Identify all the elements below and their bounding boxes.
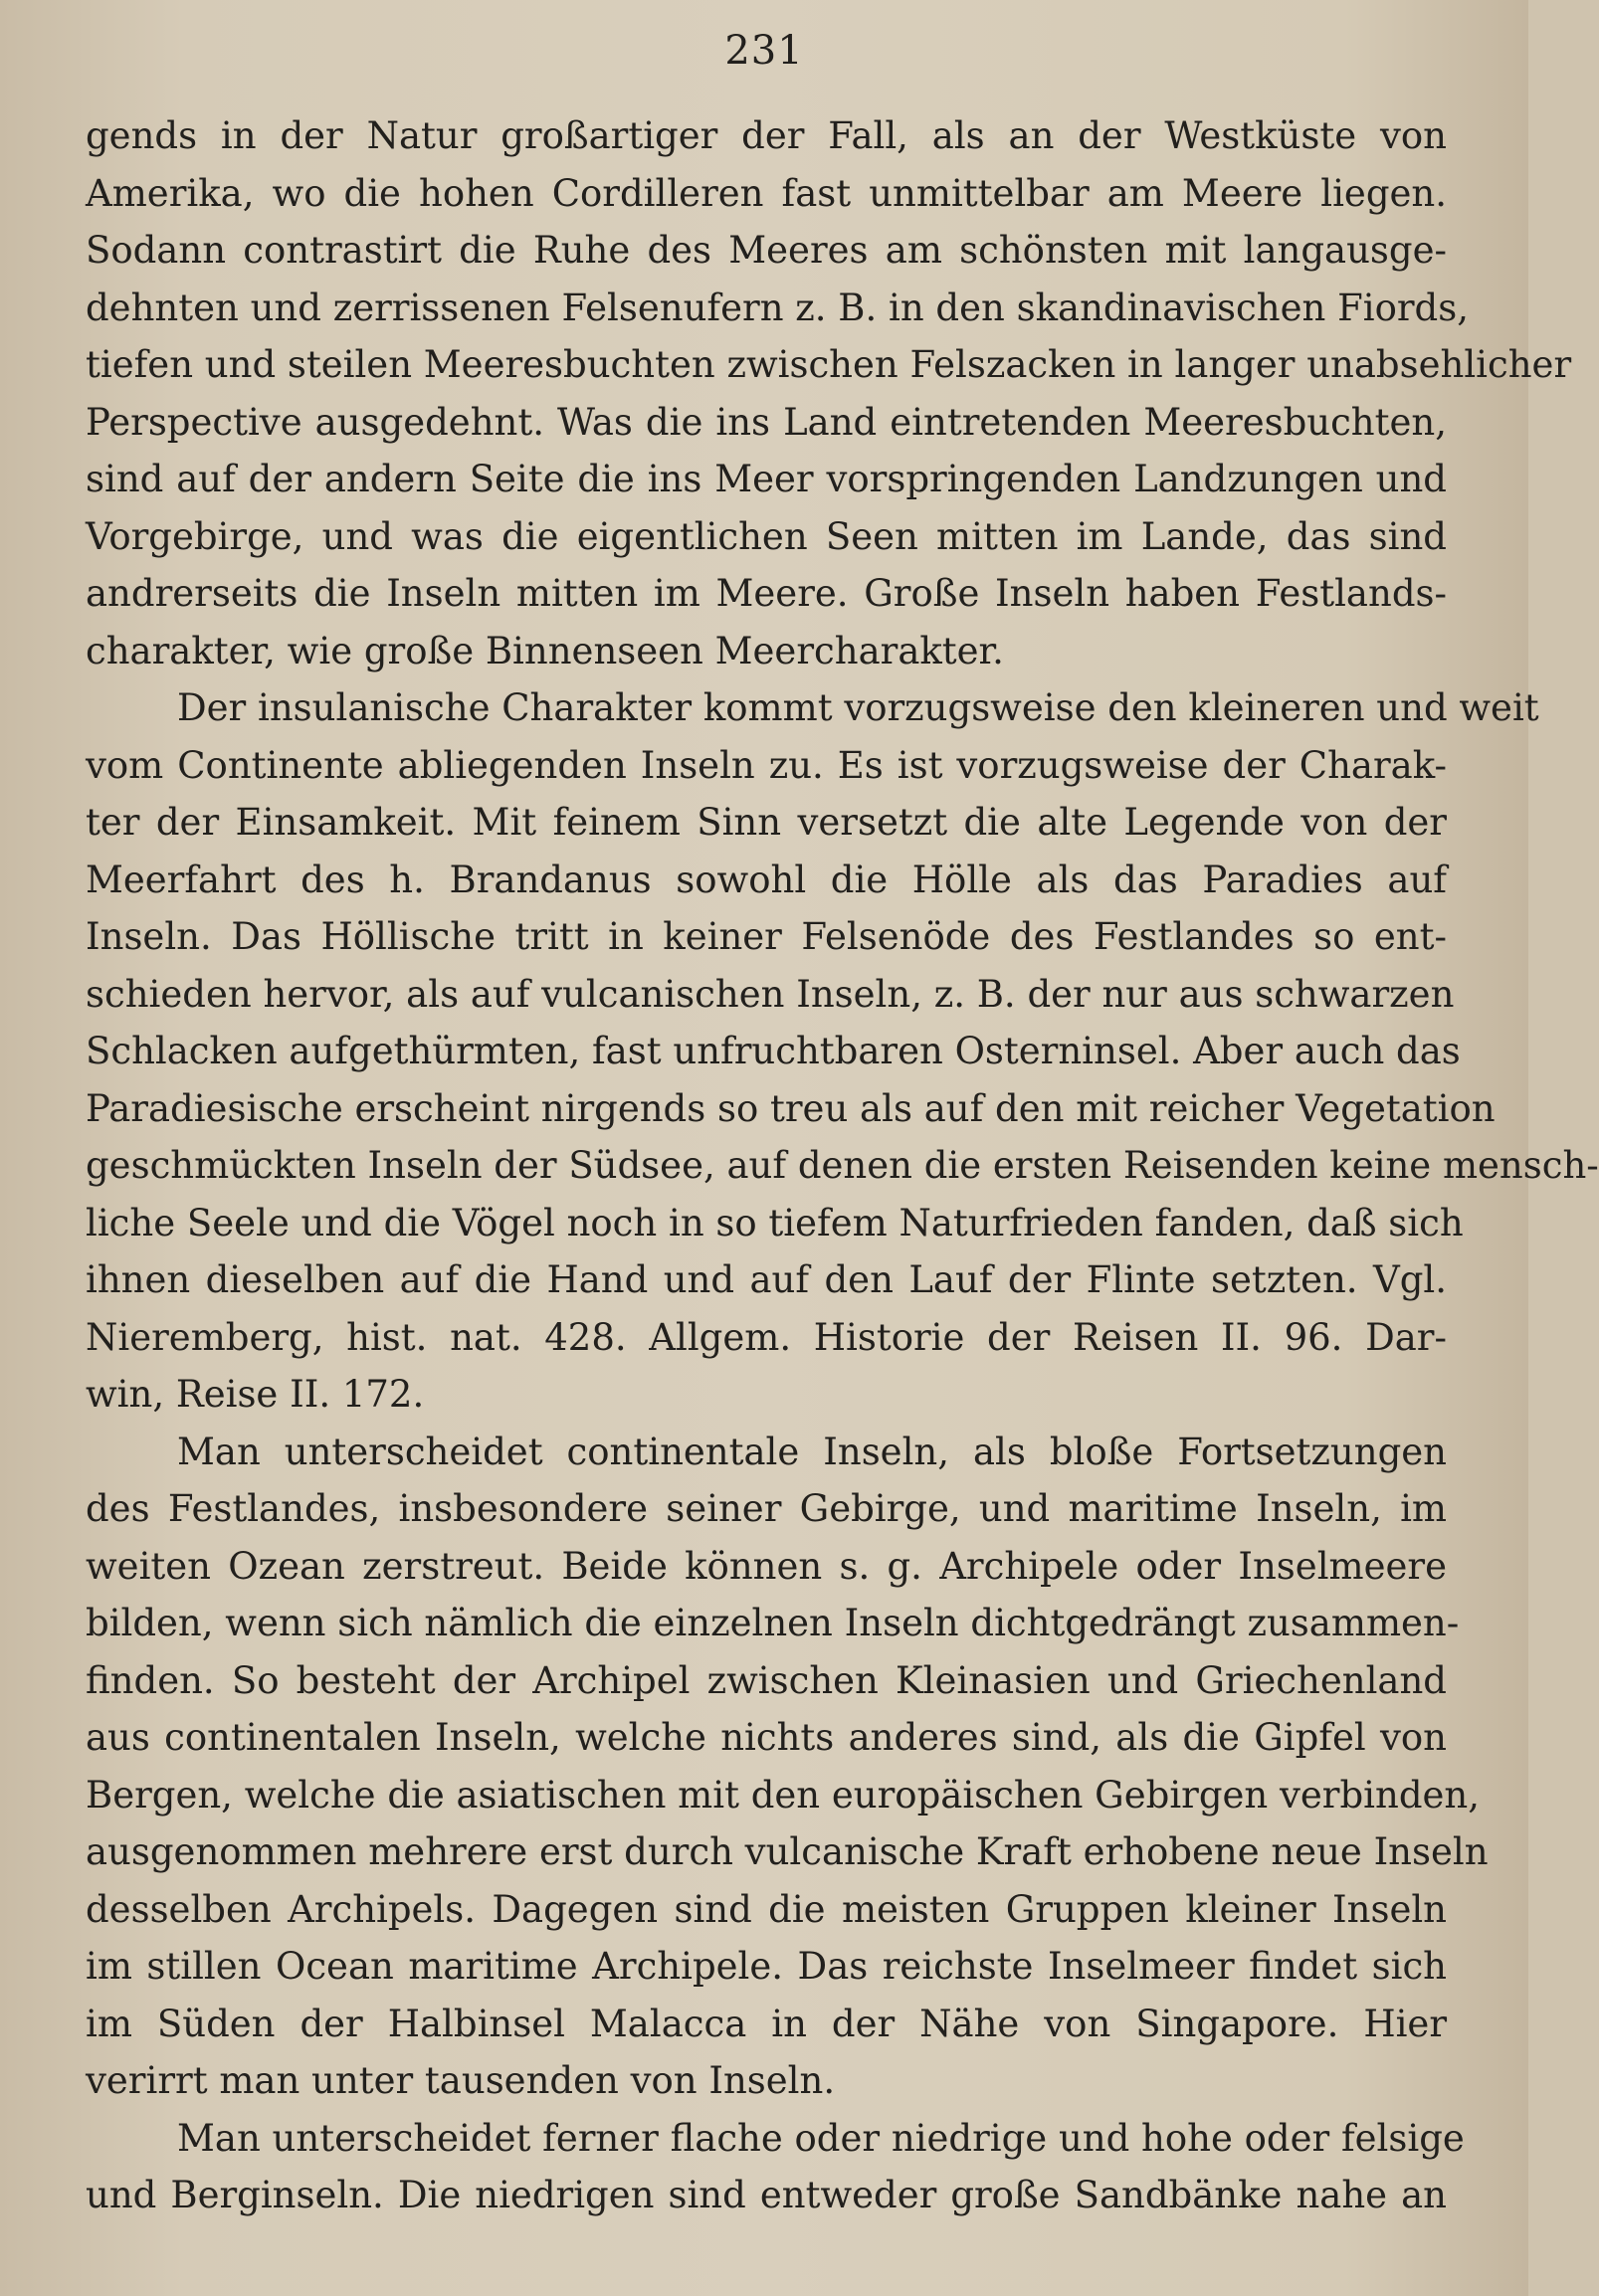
text-line: Man unterscheidet ferner flache oder niedrige und hohe oder felsige xyxy=(177,2116,1465,2160)
text-line: Inseln. Das Höllische tritt in keiner Felsenöde des Festlandes so ent- xyxy=(86,915,1447,958)
text-line: ihnen dieselben auf die Hand und auf den Lauf der Flinte setzten. Vgl. xyxy=(86,1258,1447,1301)
text-line: desselben Archipels. Dagegen sind die meisten Gruppen kleiner Inseln xyxy=(86,1887,1447,1931)
text-line: win, Reise II. 172. xyxy=(86,1373,425,1416)
text-line: ausgenommen mehrere erst durch vulcanische Kraft erhobene neue Inseln xyxy=(86,1830,1489,1873)
text-line: andrerseits die Inseln mitten im Meere. Große Inseln haben Festlands- xyxy=(86,572,1447,615)
text-line: ter der Einsamkeit. Mit feinem Sinn versetzt die alte Legende von der xyxy=(86,801,1447,844)
text-line: Sodann contrastirt die Ruhe des Meeres am schönsten mit langausge- xyxy=(86,229,1447,272)
text-line: Vorgebirge, und was die eigentlichen Seen mitten im Lande, das sind xyxy=(86,514,1447,558)
text-line: Schlacken aufgethürmten, fast unfruchtbaren Osterninsel. Aber auch das xyxy=(86,1030,1461,1072)
text-line: dehnten und zerrissenen Felsenufern z. B. in den skandinavischen Fiords, xyxy=(86,286,1469,329)
page-number: 231 xyxy=(724,28,804,74)
text-line: vom Continente abliegenden Inseln zu. Es ist vorzugsweise der Charak- xyxy=(86,743,1447,787)
text-line: finden. So besteht der Archipel zwischen Kleinasien und Griechenland xyxy=(86,1658,1447,1702)
text-line: schieden hervor, als auf vulcanischen Inseln, z. B. der nur aus schwarzen xyxy=(86,972,1455,1016)
text-line: Amerika, wo die hohen Cordilleren fast unmittelbar am Meere liegen. xyxy=(86,171,1447,215)
text-line: aus continentalen Inseln, welche nichts anderes sind, als die Gipfel von xyxy=(86,1716,1447,1759)
text-line: Bergen, welche die asiatischen mit den europäischen Gebirgen verbinden, xyxy=(86,1773,1481,1817)
text-line: Nieremberg, hist. nat. 428. Allgem. Historie der Reisen II. 96. Dar- xyxy=(86,1315,1447,1359)
text-line: Man unterscheidet continentale Inseln, als bloße Fortsetzungen xyxy=(177,1430,1447,1473)
text-line: im Süden der Halbinsel Malacca in der Nähe von Singapore. Hier xyxy=(86,2002,1447,2045)
text-line: Perspective ausgedehnt. Was die ins Land eintretenden Meeresbuchten, xyxy=(86,400,1447,444)
text-line: bilden, wenn sich nämlich die einzelnen Inseln dichtgedrängt zusammen- xyxy=(86,1602,1460,1644)
text-line: im stillen Ocean maritime Archipele. Das reichste Inselmeer findet sich xyxy=(86,1945,1447,1988)
text-line: verirrt man unter tausenden von Inseln. xyxy=(86,2059,836,2102)
text-line: des Festlandes, insbesondere seiner Gebirge, und maritime Inseln, im xyxy=(86,1487,1447,1530)
text-line: sind auf der andern Seite die ins Meer vorspringenden Landzungen und xyxy=(86,458,1447,500)
text-line: tiefen und steilen Meeresbuchten zwischen Felszacken in langer unabsehlicher xyxy=(86,343,1572,386)
text-line: weiten Ozean zerstreut. Beide können s. g. Archipele oder Inselmeere xyxy=(86,1544,1447,1588)
text-line: geschmückten Inseln der Südsee, auf denen die ersten Reisenden keine mensch- xyxy=(86,1144,1599,1187)
text-line: liche Seele und die Vögel noch in so tiefem Naturfrieden fanden, daß sich xyxy=(86,1201,1464,1244)
text-line: Meerfahrt des h. Brandanus sowohl die Hölle als das Paradies auf xyxy=(86,858,1447,901)
body-text xyxy=(86,107,1599,2224)
text-line: charakter, wie große Binnenseen Meercharakter. xyxy=(86,629,1004,672)
text-line: Paradiesische erscheint nirgends so treu als auf den mit reicher Vegetation xyxy=(86,1086,1496,1130)
text-line: und Berginseln. Die niedrigen sind entweder große Sandbänke nahe an xyxy=(86,2174,1447,2216)
text-line: gends in der Natur großartiger der Fall, als an der Westküste von xyxy=(86,114,1447,157)
text-line: Der insulanische Charakter kommt vorzugsweise den kleineren und weit xyxy=(177,686,1539,729)
